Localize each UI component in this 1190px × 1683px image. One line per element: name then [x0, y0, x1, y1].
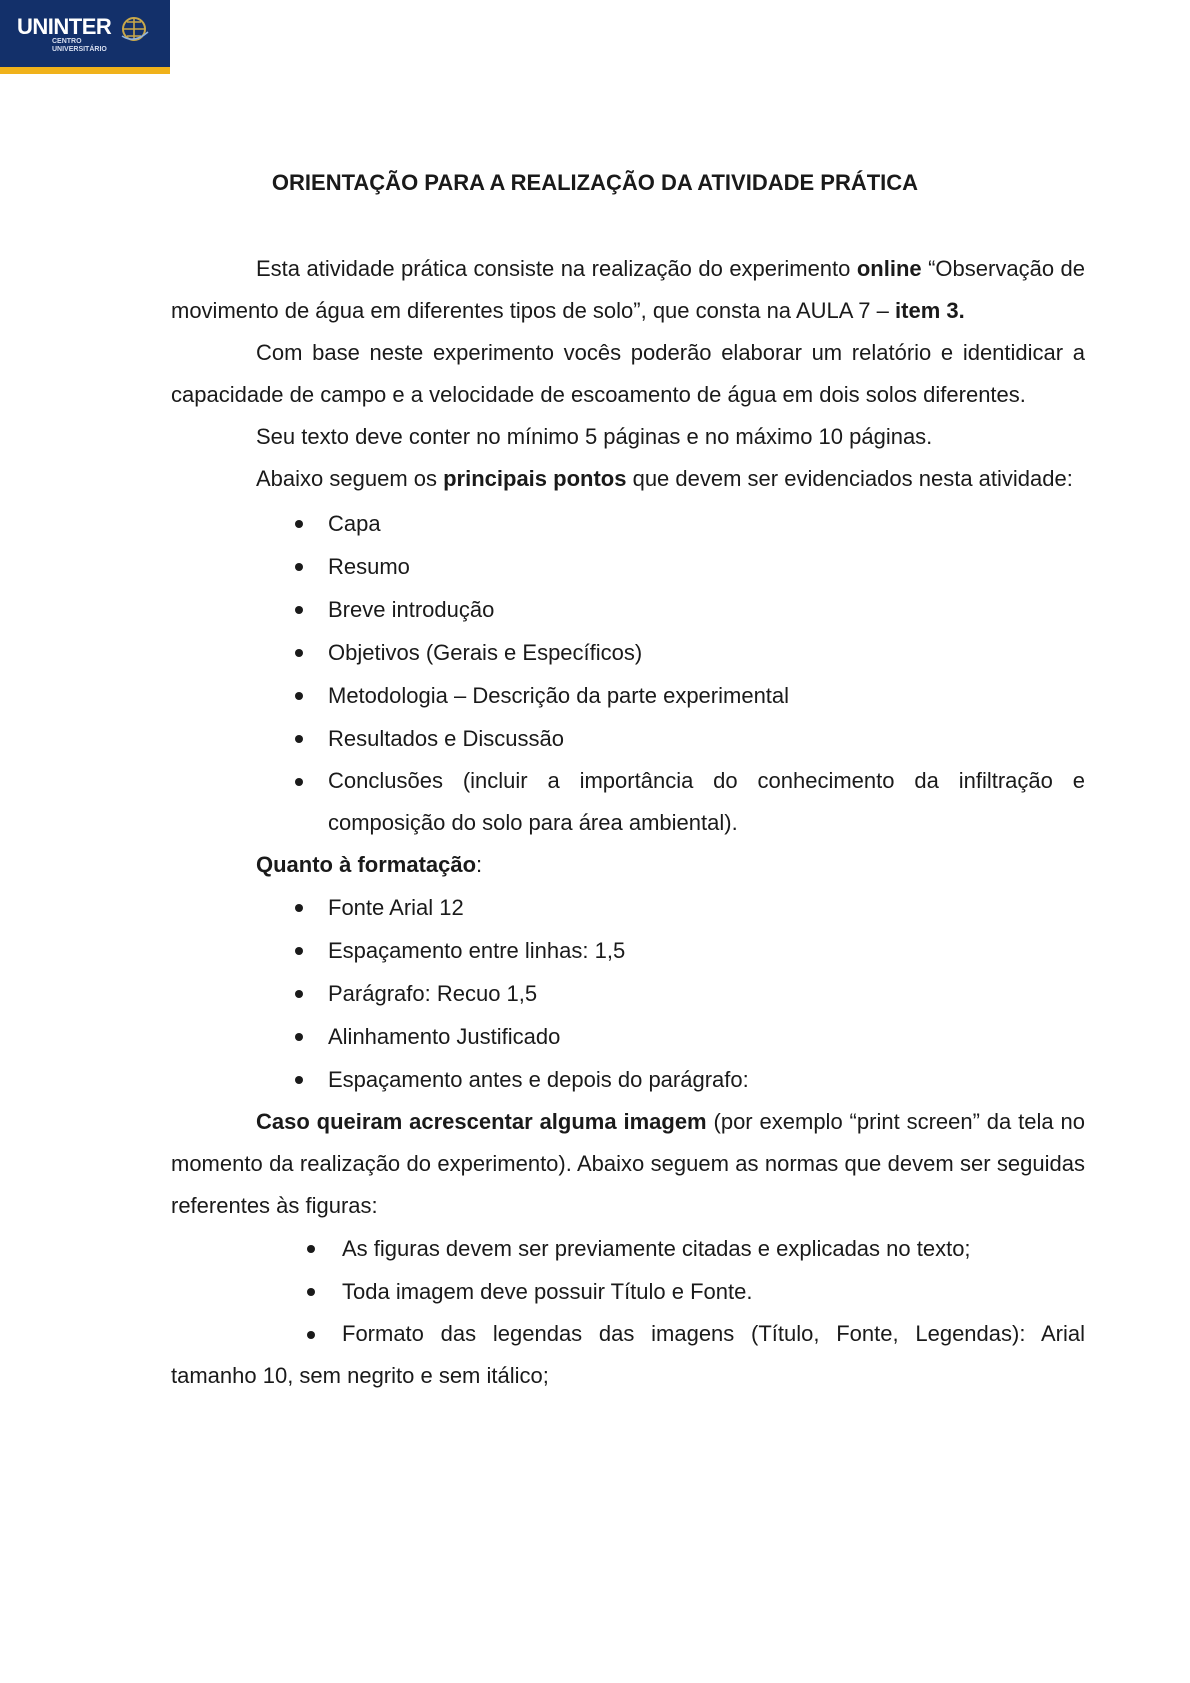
intro-paragraph-4: Abaixo seguem os principais pontos que devem ser evidenciados nesta atividade: [256, 466, 1073, 491]
list-item: Parágrafo: Recuo 1,5 [171, 972, 1085, 1015]
bullet-icon [307, 1331, 315, 1339]
list-item: Objetivos (Gerais e Específicos) [171, 631, 1085, 674]
list-item: Resultados e Discussão [171, 717, 1085, 760]
list-item: Fonte Arial 12 [171, 886, 1085, 929]
list-item: As figuras devem ser previamente citadas e explicadas no texto; [171, 1227, 1085, 1270]
formatting-heading: Quanto à formatação: [256, 852, 483, 877]
bullet-icon [295, 692, 303, 700]
formatting-list [171, 886, 1085, 1101]
globe-icon [118, 12, 152, 46]
images-paragraph: Caso queiram acrescentar alguma imagem (por exemplo “print screen” da tela no momento da realização do experimento). Abaixo seguem as normas que devem ser seguidas referentes às figuras: [171, 1109, 1085, 1218]
bullet-icon [295, 606, 303, 614]
list-item: Metodologia – Descrição da parte experimental [171, 674, 1085, 717]
logo-subtitle: CENTRO UNIVERSITÁRIO [52, 38, 107, 53]
bullet-icon [295, 947, 303, 955]
images-list [171, 1227, 1085, 1313]
images-last-item: Formato das legendas das imagens (Título, Fonte, Legendas): Arial tamanho 10, sem negrito e sem itálico; [171, 1321, 1085, 1388]
bullet-icon [295, 520, 303, 528]
list-item: Breve introdução [171, 588, 1085, 631]
bullet-icon [295, 563, 303, 571]
uninter-logo [0, 0, 170, 74]
bullet-icon [307, 1288, 315, 1296]
bullet-icon [295, 778, 303, 786]
logo-brand: UNINTER [17, 14, 112, 39]
list-item: Alinhamento Justificado [171, 1015, 1085, 1058]
logo-stripe [0, 67, 170, 74]
list-item: Espaçamento entre linhas: 1,5 [171, 929, 1085, 972]
document-body [171, 248, 1085, 1397]
bullet-icon [295, 990, 303, 998]
list-item: Toda imagem deve possuir Título e Fonte. [171, 1270, 1085, 1313]
list-item: Espaçamento antes e depois do parágrafo: [171, 1058, 1085, 1101]
list-item: Capa [171, 502, 1085, 545]
intro-paragraph-1: Esta atividade prática consiste na realização do experimento online “Observação de movimento de água em diferentes tipos de solo”, que consta na AULA 7 – item 3. [171, 256, 1085, 323]
intro-paragraph-2: Com base neste experimento vocês poderão elaborar um relatório e identidicar a capacidade de campo e a velocidade de escoamento de água em dois solos diferentes. [171, 340, 1085, 407]
bullet-icon [295, 735, 303, 743]
document-title: ORIENTAÇÃO PARA A REALIZAÇÃO DA ATIVIDADE PRÁTICA [271, 170, 919, 195]
main-points-list [171, 502, 1085, 844]
bullet-icon [295, 649, 303, 657]
bullet-icon [295, 1033, 303, 1041]
bullet-icon [295, 1076, 303, 1084]
list-item: Resumo [171, 545, 1085, 588]
bullet-icon [307, 1245, 315, 1253]
list-item: Conclusões (incluir a importância do conhecimento da infiltração e composição do solo para área ambiental). [171, 760, 1085, 844]
bullet-icon [295, 904, 303, 912]
intro-paragraph-3: Seu texto deve conter no mínimo 5 páginas e no máximo 10 páginas. [256, 424, 933, 449]
